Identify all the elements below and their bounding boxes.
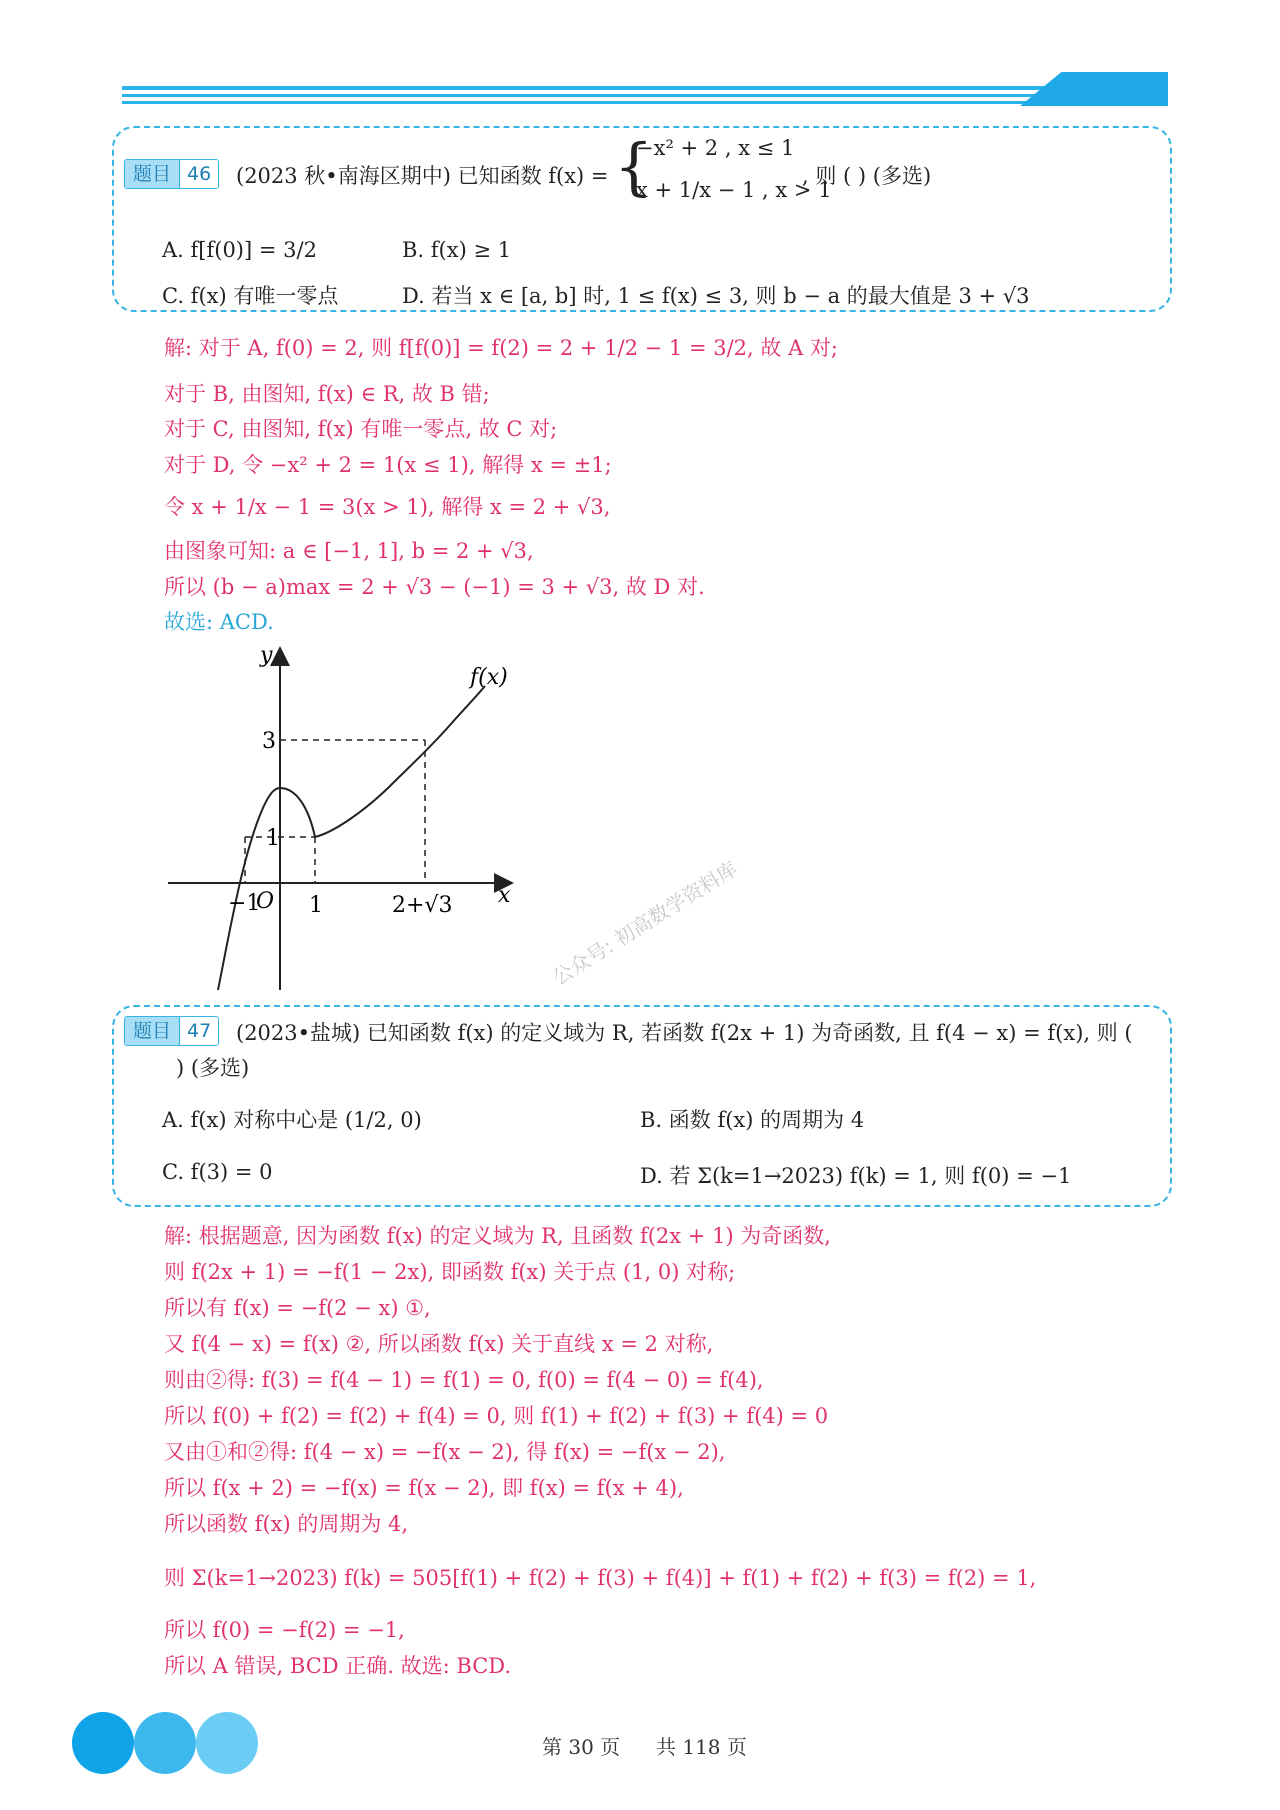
solution-46-final: 故选: ACD. xyxy=(164,610,274,634)
option-a[interactable]: A. f[f(0)] = 3/2 xyxy=(162,238,317,262)
solution-47-line-1: 解: 根据题意, 因为函数 f(x) 的定义域为 R, 且函数 f(2x + 1) 为奇函数, xyxy=(164,1224,831,1248)
solution-46-line-3: 对于 C, 由图知, f(x) 有唯一零点, 故 C 对; xyxy=(164,417,558,441)
origin-label: O xyxy=(256,889,275,914)
problem-47-tag xyxy=(124,1016,219,1046)
piecewise-case-2: x + 1/x − 1 , x > 1 xyxy=(636,178,832,202)
option-b[interactable]: B. 函数 f(x) 的周期为 4 xyxy=(640,1108,865,1132)
solution-46-line-7: 所以 (b − a)max = 2 + √3 − (−1) = 3 + √3, 故 D 对. xyxy=(164,575,705,599)
option-a[interactable]: A. f(x) 对称中心是 (1/2, 0) xyxy=(162,1108,422,1132)
x-axis-label: x xyxy=(498,883,511,908)
header-line-3 xyxy=(122,101,1168,104)
problem-46-tag xyxy=(124,159,219,189)
problem-tag-number: 46 xyxy=(179,160,218,188)
curve-label: f(x) xyxy=(470,665,508,690)
solution-47-line-5: 则由②得: f(3) = f(4 − 1) = f(1) = 0, f(0) = f(4 − 0) = f(4), xyxy=(164,1368,764,1392)
solution-46-line-4: 对于 D, 令 −x² + 2 = 1(x ≤ 1), 解得 x = ±1; xyxy=(164,453,612,477)
option-b[interactable]: B. f(x) ≥ 1 xyxy=(402,238,512,262)
solution-46-line-1: 解: 对于 A, f(0) = 2, 则 f[f(0)] = f(2) = 2 + 1/2 − 1 = 3/2, 故 A 对; xyxy=(164,336,838,360)
header-accent-shape xyxy=(1020,72,1168,106)
header-line-2 xyxy=(122,94,1168,97)
x-tick-2r3: 2+√3 xyxy=(392,893,453,918)
problem-47-stem-line-2: ) (多选) xyxy=(176,1056,250,1080)
solution-47-line-2: 则 f(2x + 1) = −f(1 − 2x), 即函数 f(x) 关于点 (1, 0) 对称; xyxy=(164,1260,736,1284)
problem-tag-label: 题目 xyxy=(125,1017,179,1045)
footer-total-pages: 共 118 页 xyxy=(656,1735,747,1759)
solution-47-line-9: 所以函数 f(x) 的周期为 4, xyxy=(164,1512,409,1536)
solution-47-line-12: 所以 A 错误, BCD 正确. 故选: BCD. xyxy=(164,1654,512,1678)
watermark: 公众号: 初高数学资料库 xyxy=(548,856,742,990)
solution-47-line-8: 所以 f(x + 2) = −f(x) = f(x − 2), 即 f(x) = f(x + 4), xyxy=(164,1476,684,1500)
solution-47-line-11: 所以 f(0) = −f(2) = −1, xyxy=(164,1618,405,1642)
piecewise-case-1: −x² + 2 , x ≤ 1 xyxy=(636,136,795,160)
footer-circle-1 xyxy=(72,1712,134,1774)
solution-47-line-10: 则 Σ(k=1→2023) f(k) = 505[f(1) + f(2) + f(3) + f(4)] + f(1) + f(2) + f(3) = f(2) = 1, xyxy=(164,1566,1037,1590)
solution-47-line-4: 又 f(4 − x) = f(x) ②, 所以函数 f(x) 关于直线 x = 2 对称, xyxy=(164,1332,714,1356)
solution-47-line-3: 所以有 f(x) = −f(2 − x) ①, xyxy=(164,1296,431,1320)
solution-47-line-6: 所以 f(0) + f(2) = f(2) + f(4) = 0, 则 f(1) + f(2) + f(3) + f(4) = 0 xyxy=(164,1404,829,1428)
x-tick-neg1: −1 xyxy=(228,891,261,916)
x-tick-1: 1 xyxy=(309,893,323,918)
option-c[interactable]: C. f(3) = 0 xyxy=(162,1160,273,1184)
y-tick-1: 1 xyxy=(266,826,280,851)
problem-47-stem-line-1: (2023•盐城) 已知函数 f(x) 的定义域为 R, 若函数 f(2x + 1) 为奇函数, 且 f(4 − x) = f(x), 则 ( xyxy=(236,1021,1133,1045)
solution-46-line-6: 由图象可知: a ∈ [−1, 1], b = 2 + √3, xyxy=(164,539,534,563)
footer-page-number: 第 30 页 xyxy=(542,1735,621,1759)
problem-46-stem: (2023 秋•南海区期中) 已知函数 f(x) = xyxy=(236,164,609,188)
solution-46-line-2: 对于 B, 由图知, f(x) ∈ R, 故 B 错; xyxy=(164,382,490,406)
option-d[interactable]: D. 若 Σ(k=1→2023) f(k) = 1, 则 f(0) = −1 xyxy=(640,1164,1072,1188)
problem-tag-label: 题目 xyxy=(125,160,179,188)
curve-right-branch xyxy=(315,686,485,837)
y-tick-3: 3 xyxy=(262,729,276,754)
option-d[interactable]: D. 若当 x ∈ [a, b] 时, 1 ≤ f(x) ≤ 3, 则 b − a 的最大值是 3 + √3 xyxy=(402,284,1030,308)
option-c[interactable]: C. f(x) 有唯一零点 xyxy=(162,284,339,308)
footer-circle-2 xyxy=(134,1712,196,1774)
y-axis-label: y xyxy=(260,643,273,668)
footer-circle-3 xyxy=(196,1712,258,1774)
function-graph xyxy=(160,640,560,992)
problem-tag-number: 47 xyxy=(179,1017,218,1045)
solution-46-line-5: 令 x + 1/x − 1 = 3(x > 1), 解得 x = 2 + √3, xyxy=(164,495,611,519)
header-line-1 xyxy=(122,86,1168,90)
solution-47-line-7: 又由①和②得: f(4 − x) = −f(x − 2), 得 f(x) = −f(x − 2), xyxy=(164,1440,726,1464)
piecewise-brace: { xyxy=(614,130,654,203)
problem-46-stem-suffix: , 则 ( ) (多选) xyxy=(802,164,932,188)
